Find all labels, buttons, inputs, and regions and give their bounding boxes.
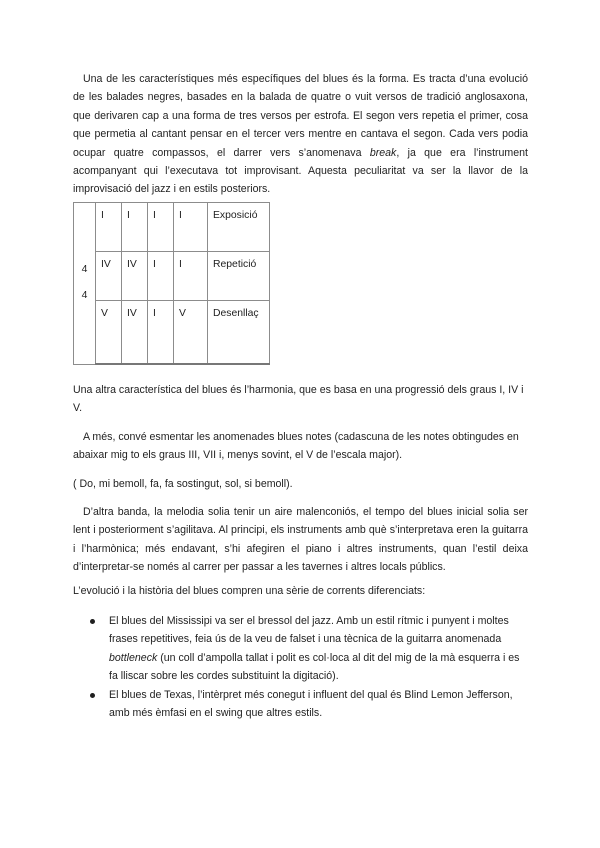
time-signature-cell — [74, 203, 96, 365]
bullet-icon — [90, 619, 95, 624]
paragraph-blues-form-break-term: break — [369, 146, 397, 159]
chord-cell: I — [122, 203, 148, 252]
paragraph-harmony: Una altra característica del blues és l’harmonia, que es basa en una progressió dels graus I, IV i V. — [73, 384, 524, 415]
bullet-icon — [90, 693, 95, 698]
list-item-text-a: El blues del Mississipi va ser el bressol del jazz. Amb un estil rítmic i punyent i moltes frases repetitives, feia ús de la veu de falset i una tècnica de la guitarra anomenada — [109, 615, 509, 646]
chord-cell: IV — [96, 252, 122, 301]
paragraph-notes-list: ( Do, mi bemoll, fa, fa sostingut, sol, si bemoll). — [73, 478, 293, 490]
table-row — [74, 252, 270, 301]
paragraph-blues-form — [73, 70, 528, 199]
table-row — [74, 301, 270, 365]
paragraph-melody-instruments: D’altra banda, la melodia solia tenir un aire malenconiós, el tempo del blues inicial solia ser lent i posteriorment s’agilitava. Al principi, els instruments amb què s’interpretava eren la guitarra i l’harmònica; més endavant, s’hi afegiren el piano i altres instruments, quan l’estil deixa d’interpretar-se només al carrer per passar a les tavernes i altres locals públics. — [73, 506, 528, 574]
chord-cell: I — [148, 252, 174, 301]
paragraph-evolution-intro: L’evolució i la història del blues compren una sèrie de corrents diferenciats: — [73, 585, 426, 597]
list-item — [92, 612, 528, 686]
paragraph-blues-form-text-a: Una de les característiques més específiques del blues és la forma. Es tracta d’una evolució de les balades negres, basades en la balada de quatre o vuit versos de tradició anglosaxona, que derivaren cap a una forma de tres versos per estrofa. El segon vers repetia el primer, cosa que permetia al cantant pensar en el tercer vers mentre en cantava el segon. Cada vers podia ocupar quatre compassos, el darrer vers s’anomenava — [73, 73, 528, 159]
section-label-cell: Exposició — [208, 203, 270, 252]
paragraph-blue-notes: A més, convé esmentar les anomenades blues notes (cadascuna de les notes obtingudes en abaixar mig to els graus III, VII i, menys sovint, el V de l’escala major). — [73, 431, 519, 462]
time-signature-bottom: 4 — [81, 290, 88, 302]
paragraph-blues-form-text-b: , ja que era l’instrument acompanyant qui l’executava tot improvisant. Aquesta peculiaritat va ser la llavor de la improvisació del jazz i en estils posteriors. — [73, 146, 528, 196]
chord-cell: I — [174, 203, 208, 252]
list-item-text-a: El blues de Texas, l’intèrpret més conegut i influent del qual és Blind Lemon Jefferson, amb més èmfasi en el swing que altres estils. — [109, 688, 513, 720]
table-row — [74, 203, 270, 252]
list-item-text-b: (un coll d’ampolla tallat i polit es col·loca al dit del mig de la mà esquerra i es fa lliscar sobre les cordes substituint la digitació). — [109, 651, 520, 683]
chord-cell: I — [174, 252, 208, 301]
chord-cell: I — [96, 203, 122, 252]
chord-cell: I — [148, 301, 174, 365]
chord-cell: V — [174, 301, 208, 365]
chord-cell: I — [148, 203, 174, 252]
blues-styles-list — [92, 612, 528, 722]
list-item — [92, 686, 528, 723]
section-label-cell: Desenllaç — [208, 301, 270, 365]
chord-cell: V — [96, 301, 122, 365]
list-item-bottleneck-term: bottleneck — [109, 651, 158, 664]
time-signature-top: 4 — [81, 264, 88, 276]
section-label-cell: Repetició — [208, 252, 270, 301]
chord-cell: IV — [122, 301, 148, 365]
chord-progression-table — [73, 202, 270, 365]
chord-cell: IV — [122, 252, 148, 301]
